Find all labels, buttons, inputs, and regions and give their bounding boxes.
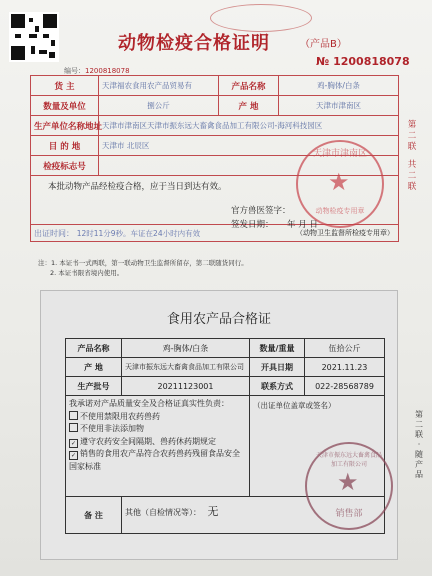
star-icon: ★ (337, 468, 359, 496)
dest-label: 目 的 地 (31, 136, 99, 156)
sign-label: （出证单位盖章或签名） (253, 401, 336, 410)
agri-batch-value: 20211123001 (122, 377, 250, 396)
vet-sign: 官方兽医签字： (231, 206, 291, 216)
promise-item-1: 不使用禁限用农药兽药 (69, 411, 246, 424)
time-value: 12时11分9秒。车证在24小时内有效 (76, 228, 201, 238)
agri-notes-label: 备 注 (66, 497, 122, 534)
small-number: 编号：1200818078 (64, 67, 130, 75)
agri-contact-label: 联系方式 (250, 377, 305, 396)
company-seal: 天津市振东远大畜禽食品加工有限公司 ★ 销售部 (305, 442, 393, 530)
side-label-copy: 第 二 联 (407, 120, 417, 152)
agri-name-label: 产品名称 (66, 339, 122, 358)
product-value: 鸡-胸体/白条 (279, 76, 399, 96)
checkbox-icon (69, 411, 78, 420)
statement-text: 本批动物产品经检疫合格，应于当日到达有效。 (48, 182, 227, 192)
agri-contact-value: 022-28568789 (305, 377, 385, 396)
checkbox-checked-icon: ✓ (70, 439, 77, 447)
org-note: （动物卫生监督所检疫专用章） (296, 229, 394, 237)
dest-value: 天津市 北辰区 (99, 136, 399, 156)
producer-label: 生产单位名称地址 (31, 116, 99, 136)
star-icon: ★ (328, 168, 350, 196)
quarantine-seal: 天津市津南区 ★ 动物检疫专用章 (296, 140, 384, 228)
agri-weight-value: 伍拾公斤 (305, 339, 385, 358)
certificate-subtitle: （产品B） (300, 39, 347, 50)
certificate-title: 动物检疫合格证明 (118, 33, 270, 54)
agri-notes-cell: 其他（自检情况等）： 无 (122, 497, 385, 534)
promise-item-2: 不使用非法添加物 (69, 423, 246, 436)
agri-batch-label: 生产批号 (66, 377, 122, 396)
product-label: 产品名称 (219, 76, 279, 96)
promise-item-4: ✓ 销售的食用农产品符合农药兽药残留食品安全国家标准 (69, 449, 240, 471)
certificate-notes: 注：1. 本证书一式两联，第一联动物卫生监督所留存，第二联随货同行。 2. 本证书限省境内使用。 (38, 259, 248, 277)
other-value: 无 (207, 505, 219, 518)
agri-date-label: 开具日期 (250, 358, 305, 377)
agri-origin-label: 产 地 (66, 358, 122, 377)
side-label-copy-2: 第 二 联 · 随 产 品 (415, 410, 423, 479)
qty-value: 捌公斤 (99, 96, 219, 116)
origin-value: 天津市津南区 (279, 96, 399, 116)
agri-origin-value: 天津市振东远大畜禽食品加工有限公司 (122, 358, 250, 377)
checkbox-icon (69, 423, 78, 432)
checkbox-checked-icon: ✓ (70, 452, 77, 459)
agri-date-value: 2021.11.23 (305, 358, 385, 377)
issue-date: 签发日期： 年 月 日 (231, 220, 318, 230)
agri-name-value: 鸡-胸体/白条 (122, 339, 250, 358)
origin-label: 产 地 (219, 96, 279, 116)
top-stamp (210, 4, 312, 32)
time-cell: 出证时间： 12时11分9秒。车证在24小时内有效 （动物卫生监督所检疫专用章） (31, 225, 399, 242)
promise-title: 我承诺对产品质量安全及合格证真实性负责： (69, 399, 229, 408)
agri-weight-label: 数量/重量 (250, 339, 305, 358)
owner-value: 天津福农食用农产品贸易有 (99, 76, 219, 96)
mark-label: 检疫标志号 (31, 156, 99, 176)
promise-cell (66, 396, 250, 497)
promise-item-3: ✓ 遵守农药安全间隔期、兽药休药期规定 (70, 436, 216, 447)
agri-title: 食用农产品合格证 (166, 312, 271, 327)
qr-code (9, 12, 59, 62)
owner-label: 货 主 (31, 76, 99, 96)
side-label-total: 共 二 联 (407, 160, 417, 192)
serial-number: № 1200818078 (316, 55, 410, 68)
producer-value: 天津市津南区天津市振东远大畜禽食品加工有限公司-海河科技园区 (99, 116, 399, 136)
qty-label: 数量及单位 (31, 96, 99, 116)
agri-certificate (40, 290, 398, 560)
